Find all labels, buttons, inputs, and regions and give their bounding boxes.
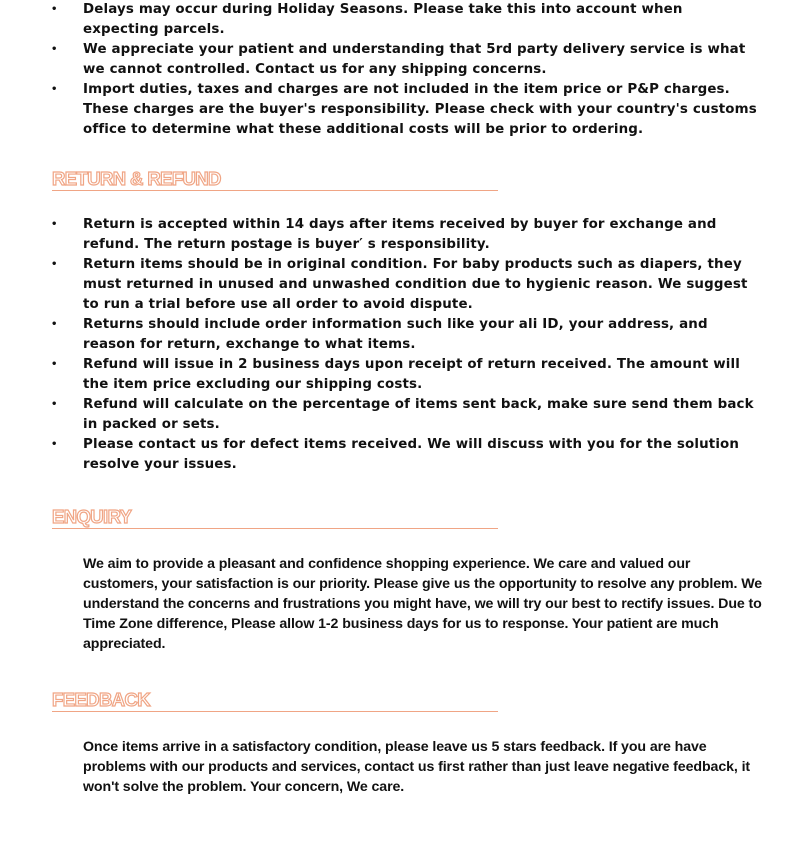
return-refund-header xyxy=(52,168,498,191)
list-item-text: Refund will issue in 2 business days upon receipt of return received. The amount will the item price excluding our shipping costs. xyxy=(83,357,740,392)
feedback-header xyxy=(52,689,498,712)
list-item xyxy=(0,0,800,40)
list-item-text: Return items should be in original condition. For baby products such as diapers, they must returned in unused and unwashed condition due to hygienic reason. We suggest to run a trial before use all order to avoid dispute. xyxy=(83,257,748,312)
list-item xyxy=(0,355,800,395)
bullet-icon: • xyxy=(51,359,58,370)
bullet-icon: • xyxy=(51,259,58,270)
bullet-icon: • xyxy=(51,4,58,15)
section-title: RETURN & REFUND xyxy=(52,168,221,189)
bullet-icon: • xyxy=(51,319,58,330)
list-item-text: Import duties, taxes and charges are not included in the item price or P&P charges. These charges are the buyer's responsibility. Please check with your country's customs office to determine what these additional costs will be prior to ordering. xyxy=(83,82,757,137)
bullet-icon: • xyxy=(51,44,58,55)
list-item xyxy=(0,40,800,80)
bullet-icon: • xyxy=(51,439,58,450)
list-item-text: We appreciate your patient and understanding that 5rd party delivery service is what we cannot controlled. Contact us for any shipping concerns. xyxy=(83,42,746,77)
list-item xyxy=(0,215,800,255)
list-item xyxy=(0,435,800,475)
list-item-text: Please contact us for defect items received. We will discuss with you for the solution resolve your issues. xyxy=(83,437,740,472)
list-item xyxy=(0,315,800,355)
list-item-text: Return is accepted within 14 days after items received by buyer for exchange and refund. The return postage is buyer′ s responsibility. xyxy=(83,217,717,252)
list-item xyxy=(0,255,800,315)
list-item-text: Delays may occur during Holiday Seasons. Please take this into account when expecting parcels. xyxy=(83,2,683,37)
shipping-notes-list xyxy=(0,0,800,140)
list-item-text: Returns should include order information such like your ali ID, your address, and reason for return, exchange to what items. xyxy=(83,317,708,352)
enquiry-header xyxy=(52,506,498,529)
section-title: FEEDBACK xyxy=(52,689,150,710)
bullet-icon: • xyxy=(51,399,58,410)
list-item-text: Refund will calculate on the percentage of items sent back, make sure send them back in packed or sets. xyxy=(83,397,754,432)
enquiry-text: We aim to provide a pleasant and confidence shopping experience. We care and valued our customers, your satisfaction is our priority. Please give us the opportunity to resolve any problem. We understand the concerns and frustrations you might have, we will try our best to rectify issues. Due to Time Zone difference, Please allow 1-2 business days for us to response. Your patient are much appreciated. xyxy=(83,556,763,652)
section-title: ENQUIRY xyxy=(52,506,132,527)
list-item xyxy=(0,80,800,140)
bullet-icon: • xyxy=(51,219,58,230)
bullet-icon: • xyxy=(51,84,58,95)
return-refund-list xyxy=(0,215,800,475)
feedback-text: Once items arrive in a satisfactory condition, please leave us 5 stars feedback. If you are have problems with our products and services, contact us first rather than just leave negative feedback, it won't solve the problem. Your concern, We care. xyxy=(83,739,751,795)
list-item xyxy=(0,395,800,435)
